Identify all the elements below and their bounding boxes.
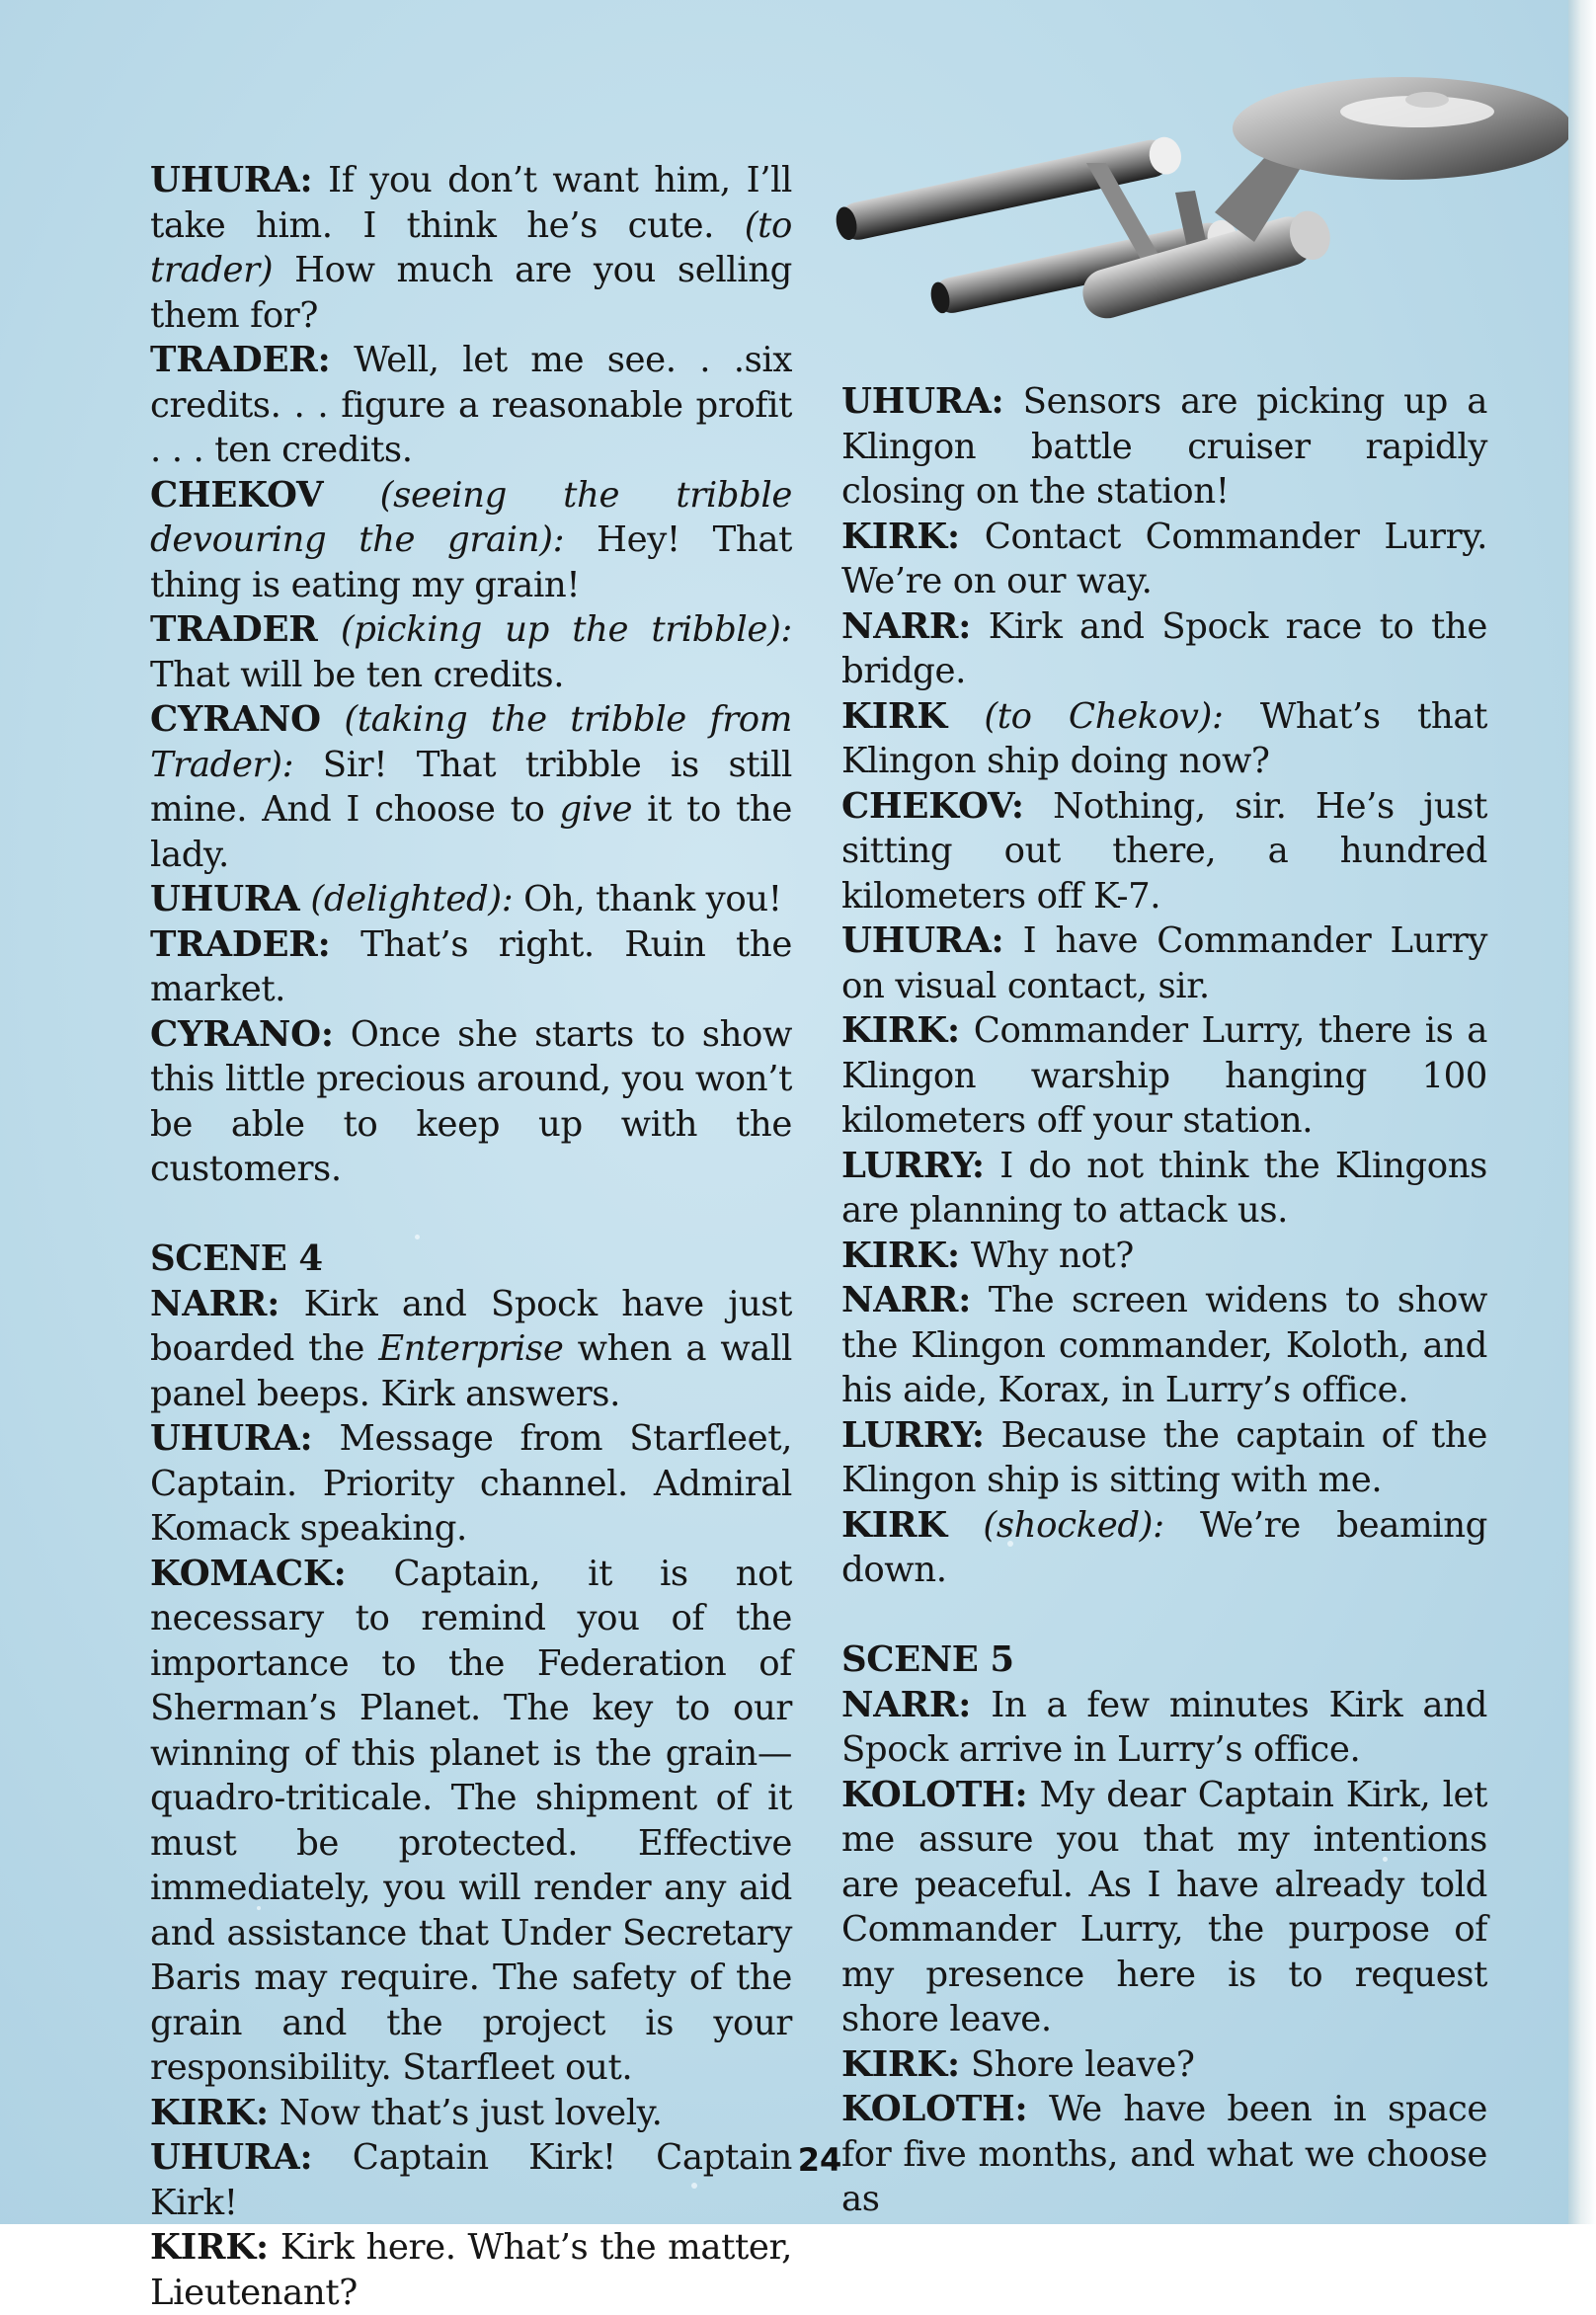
dialogue-text: Well, let me see. . .six credits. . . figure a reasonable profit . . . ten credits. — [150, 340, 792, 470]
dialogue-line — [150, 1416, 792, 1552]
dialogue-text: Kirk here. What’s the matter, Lieutenant? — [150, 2227, 792, 2313]
dialogue-text: Kirk and Spock race to the bridge. — [841, 605, 1487, 691]
dialogue-text: Captain, it is not necessary to remind you of the importance to the Federation of Sherman’s Planet. The key to our winning of this planet is the grain—quadro-triticale. The shipment of it must be protected. Effective immediately, you will render any aid and assistance that Under Secretary Baris may require. The safety of the grain and the project is your responsibility. Starfleet out. — [150, 1553, 792, 2088]
speaker-name: KIRK — [841, 695, 948, 737]
dialogue-text: Kirk and Spock have just boarded the — [150, 1283, 792, 1369]
stage-direction: (picking up the tribble): — [317, 609, 792, 650]
dialogue-text: Oh, thank you! — [513, 879, 782, 919]
speaker-name: CHEKOV — [150, 474, 324, 516]
dialogue-line — [150, 697, 792, 877]
dialogue-line — [841, 918, 1487, 1008]
dialogue-text: Why not? — [959, 1235, 1134, 1276]
dialogue-text: How much are you selling them for? — [150, 250, 792, 336]
page-number: 24 — [797, 2141, 842, 2179]
speaker-name: UHURA: — [150, 2137, 313, 2178]
dialogue-text: I do not think the Klingons are planning to attack us. — [841, 1145, 1487, 1231]
dialogue-line — [841, 1413, 1487, 1503]
speaker-name: UHURA: — [841, 920, 1004, 961]
dialogue-text: Because the captain of the Klingon ship is sitting with me. — [841, 1414, 1487, 1500]
dialogue-line — [841, 784, 1487, 919]
starship-enterprise-icon — [839, 54, 1576, 341]
speaker-name: CHEKOV: — [841, 785, 1024, 827]
dialogue-line — [841, 515, 1487, 604]
dialogue-line — [150, 2091, 792, 2136]
dialogue-text: Message from Starfleet, Captain. Priority channel. Admiral Komack speaking. — [150, 1418, 792, 1549]
speaker-name: TRADER — [150, 609, 318, 650]
dialogue-line — [150, 473, 792, 608]
speaker-name: TRADER: — [150, 923, 331, 965]
speaker-name: LURRY: — [841, 1414, 985, 1456]
dialogue-text: That will be ten credits. — [150, 654, 565, 695]
dialogue-text: I have Commander Lurry on visual contact, sir. — [841, 920, 1487, 1006]
dialogue-line — [841, 1278, 1487, 1413]
stage-direction: (seeing the tribble devouring the grain): — [150, 474, 792, 560]
dialogue-text: it to the lady. — [150, 789, 793, 875]
emphasis-text: Enterprise — [378, 1328, 564, 1369]
dialogue-line — [150, 607, 792, 697]
dialogue-line — [841, 1683, 1487, 1773]
dialogue-text: Nothing, sir. He’s just sitting out there, a hundred kilometers off K-7. — [841, 785, 1487, 917]
stage-direction: (shocked): — [947, 1504, 1164, 1546]
right-column — [841, 379, 1487, 2222]
speaker-name: UHURA: — [841, 381, 1004, 422]
dialogue-line — [841, 2087, 1487, 2222]
dialogue-text: when a wall panel beeps. Kirk answers. — [150, 1328, 792, 1414]
dialogue-text: Sir! That tribble is still mine. And I choose to — [150, 744, 792, 830]
emphasis-text: (to trader) — [150, 204, 792, 290]
scene-heading: SCENE 4 — [150, 1238, 323, 1279]
dialogue-line — [150, 877, 792, 922]
dialogue-line — [841, 2042, 1487, 2088]
dialogue-line — [841, 694, 1487, 784]
speaker-name: KOLOTH: — [841, 2089, 1028, 2129]
dialogue-text: My dear Captain Kirk, let me assure you that my intentions are peaceful. As I have already told Commander Lurry, the purpose of my presence here is to request shore leave. — [841, 1774, 1487, 2039]
speaker-name: UHURA: — [150, 1418, 313, 1459]
speaker-name: CYRANO — [150, 699, 321, 740]
paper-edge — [1568, 0, 1596, 2224]
dialogue-line — [841, 379, 1487, 515]
stage-direction: (taking the tribble from Trader): — [150, 699, 792, 785]
dialogue-text: Now that’s just lovely. — [268, 2092, 663, 2133]
speaker-name: KIRK: — [841, 2043, 960, 2085]
dialogue-text: In a few minutes Kirk and Spock arrive in Lurry’s office. — [841, 1684, 1487, 1770]
dialogue-text: We’re beaming down. — [841, 1504, 1487, 1590]
dialogue-text: Commander Lurry, there is a Klingon warship hanging 100 kilometers off your station. — [841, 1010, 1487, 1141]
dialogue-line — [841, 1773, 1487, 2042]
dialogue-text: The screen widens to show the Klingon commander, Koloth, and his aide, Korax, in Lurry’s office. — [841, 1280, 1487, 1410]
dialogue-line — [841, 604, 1487, 694]
dialogue-text: Contact Commander Lurry. We’re on our way. — [841, 516, 1487, 601]
dialogue-line — [150, 338, 792, 473]
dialogue-line — [841, 1503, 1487, 1593]
speaker-name: NARR: — [841, 1280, 972, 1320]
dialogue-line — [841, 1008, 1487, 1144]
stage-direction: (to Chekov): — [947, 695, 1224, 737]
speaker-name: UHURA — [150, 879, 300, 919]
scene-heading: SCENE 5 — [841, 1639, 1014, 1680]
dialogue-text: What’s that Klingon ship doing now? — [841, 695, 1487, 781]
speaker-name: KIRK: — [841, 516, 960, 557]
dialogue-text: We have been in space for five months, and what we choose as — [841, 2089, 1487, 2219]
speaker-name: LURRY: — [841, 1145, 985, 1186]
dialogue-line — [150, 922, 792, 1012]
dialogue-line — [150, 2135, 792, 2225]
speaker-name: CYRANO: — [150, 1013, 334, 1055]
dialogue-text: That’s right. Ruin the market. — [150, 923, 792, 1009]
dialogue-text: If you don’t want him, I’ll take him. I think he’s cute. — [150, 160, 792, 246]
emphasis-text: give — [559, 789, 633, 830]
speaker-name: KIRK: — [841, 1010, 960, 1051]
dialogue-text: Captain Kirk! Captain Kirk! — [150, 2137, 792, 2223]
dialogue-line — [150, 1012, 792, 1192]
dialogue-text: Sensors are picking up a Klingon battle cruiser rapidly closing on the station! — [841, 381, 1487, 512]
dialogue-line — [841, 1144, 1487, 1234]
speaker-name: KOLOTH: — [841, 1774, 1028, 1815]
speaker-name: NARR: — [841, 605, 972, 647]
section-gap — [150, 1192, 792, 1237]
speaker-name: KOMACK: — [150, 1553, 347, 1594]
dialogue-text: Hey! That thing is eating my grain! — [150, 519, 792, 605]
speaker-name: TRADER: — [150, 340, 331, 380]
section-gap — [841, 1593, 1487, 1638]
speaker-name: NARR: — [841, 1684, 972, 1725]
dialogue-text: Shore leave? — [959, 2043, 1195, 2085]
dialogue-line — [150, 2225, 792, 2315]
dialogue-line — [150, 158, 792, 338]
dialogue-line — [841, 1234, 1487, 1279]
left-column — [150, 158, 792, 2315]
dialogue-line — [150, 1282, 792, 1417]
stage-direction: (delighted): — [299, 879, 514, 919]
speaker-name: KIRK: — [841, 1235, 960, 1276]
speaker-name: UHURA: — [150, 160, 313, 200]
speaker-name: NARR: — [150, 1283, 280, 1324]
speaker-name: KIRK — [841, 1504, 948, 1546]
dialogue-line — [150, 1552, 792, 2091]
speaker-name: KIRK: — [150, 2227, 269, 2268]
speaker-name: KIRK: — [150, 2092, 269, 2133]
dialogue-text: Once she starts to show this little precious around, you won’t be able to keep up with the customers. — [150, 1013, 792, 1189]
